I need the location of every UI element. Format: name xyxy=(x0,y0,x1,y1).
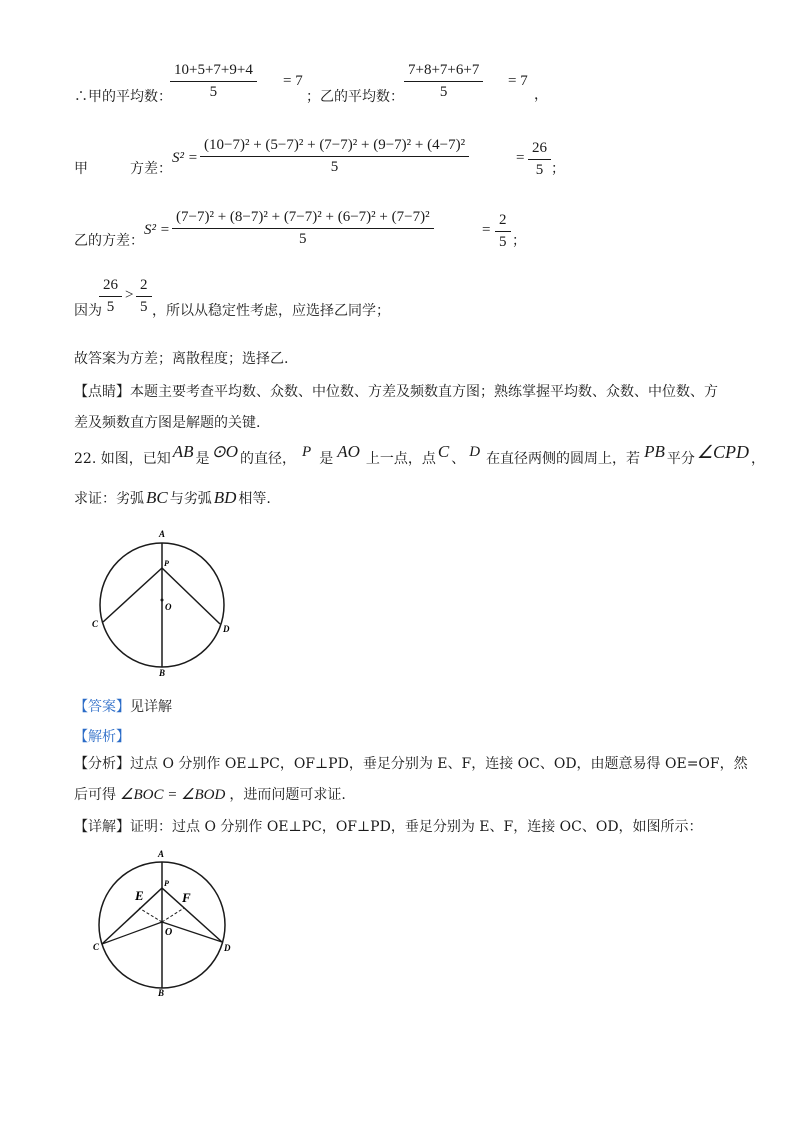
jia-variance-fraction xyxy=(200,137,469,176)
analysis-line-1: 【分析】过点 O 分别作 OE⊥PC，OF⊥PD，垂足分别为 E、F，连接 OC、OD，由题意易得 OE=OF，然 xyxy=(74,756,748,772)
jia-mean-label: ∴甲的平均数： xyxy=(74,89,172,105)
analysis-line-2: 后可得 ∠BOC = ∠BOD ，进而问题可求证. xyxy=(74,786,346,803)
yi-mean-fraction xyxy=(404,62,483,101)
jia-mean-fraction xyxy=(170,62,257,101)
yi-variance-denominator: 5 xyxy=(299,231,307,247)
comment-line-1: 【点睛】本题主要考查平均数、众数、中位数、方差及频数直方图；熟练掌握平均数、众数、中位数、方 xyxy=(74,384,718,400)
fig2-label-b: B xyxy=(158,988,165,998)
fig1-label-o: O xyxy=(165,602,172,612)
analysis-tag: 【解析】 xyxy=(74,729,130,745)
fig2-label-p: P xyxy=(164,879,169,888)
fig2-label-e: E xyxy=(135,888,144,903)
jia-variance-result: 26 5 xyxy=(528,140,551,179)
mean-line-end: ， xyxy=(534,87,548,103)
yi-variance-equals: = xyxy=(482,222,491,238)
fig2-label-f: F xyxy=(182,890,191,905)
compare-frac-b: 2 5 xyxy=(136,277,152,316)
jia-label: 甲 xyxy=(74,161,88,177)
variance-label: 方差： xyxy=(130,161,172,177)
yi-variance-result: 2 5 xyxy=(495,212,511,251)
question-22-line-2: 求证：劣弧 BC 与劣弧 BD 相等. xyxy=(74,488,271,507)
yi-mean-denominator: 5 xyxy=(439,84,448,100)
fig1-label-d: D xyxy=(223,624,230,634)
answer-tag: 【答案】 xyxy=(74,699,130,715)
circle-figure-2 xyxy=(80,842,250,1002)
answer-text: 见详解 xyxy=(130,699,172,715)
jia-s2: S² = xyxy=(172,150,198,166)
fig2-label-a: A xyxy=(158,849,165,859)
yi-variance-label: 乙的方差： xyxy=(74,233,144,249)
answer-summary: 故答案为方差；离散程度；选择乙. xyxy=(74,351,289,367)
yi-mean-result: = 7 xyxy=(508,73,528,89)
detail-line: 【详解】证明：过点 O 分别作 OE⊥PC，OF⊥PD，垂足分别为 E、F，连接 OC、OD，如图所示： xyxy=(74,819,703,835)
yi-mean-numerator: 7+8+7+6+7 xyxy=(408,62,480,78)
question-22-line-1: 22. 如图，已知 AB 是 ⊙O 的直径， P 是 AO 上一点，点 C 、 D 在直径两侧的圆周上，若 PB 平分 ∠CPD ， xyxy=(74,441,765,467)
yi-variance-numerator: (7−7)² + (8−7)² + (7−7)² + (6−7)² + (7−7)² xyxy=(176,209,430,225)
jia-variance-equals: = xyxy=(516,150,525,166)
fig1-label-p: P xyxy=(164,559,169,568)
fig2-label-c: C xyxy=(93,942,100,952)
compare-frac-a: 26 5 xyxy=(99,277,122,316)
jia-variance-numerator: (10−7)² + (5−7)² + (7−7)² + (9−7)² + (4−7)² xyxy=(204,137,466,153)
yi-variance-fraction xyxy=(172,209,434,248)
answer-row xyxy=(74,696,172,716)
fig2-label-d: D xyxy=(224,943,231,953)
fig1-label-c: C xyxy=(92,619,99,629)
jia-mean-result: = 7 xyxy=(283,73,303,89)
yi-s2: S² = xyxy=(144,222,170,238)
fig1-label-b: B xyxy=(159,668,166,678)
jia-variance-denominator: 5 xyxy=(330,159,339,175)
circle-figure-1 xyxy=(80,520,250,680)
jia-mean-denominator: 5 xyxy=(209,84,218,100)
jia-mean-numerator: 10+5+7+9+4 xyxy=(174,62,253,78)
comment-line-2: 差及频数直方图是解题的关键. xyxy=(74,415,261,431)
fig2-label-o: O xyxy=(165,927,173,938)
yi-mean-label: ；乙的平均数： xyxy=(306,89,404,105)
fig1-label-a: A xyxy=(159,529,166,539)
